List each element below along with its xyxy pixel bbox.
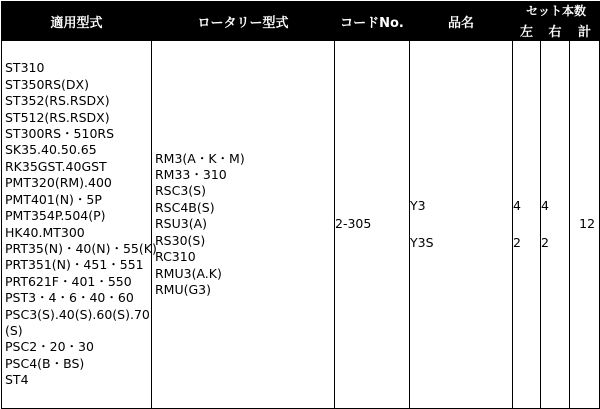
header-rotary-model: ロータリー型式: [152, 2, 335, 41]
parts-table: [1, 1, 600, 409]
applicable-model-item: SK35.40.50.65: [5, 142, 97, 158]
applicable-model-item: PMT354P.504(P): [5, 208, 106, 224]
total-count-cell: 12: [570, 41, 600, 409]
applicable-model-item: PSC3(S).40(S).60(S).70(S): [5, 306, 150, 338]
applicable-model-item: PMT320(RM).400: [5, 175, 112, 191]
rotary-model-item: RM3(A・K・M): [155, 150, 245, 166]
header-product-name: 品名: [410, 2, 513, 41]
applicable-model-item: ST4: [5, 372, 29, 388]
left-count-item: 2: [513, 234, 521, 250]
header-right: 右: [541, 20, 570, 41]
applicable-model-item: ST512(RS.RSDX): [5, 109, 110, 125]
header-total: 計: [570, 20, 600, 41]
table-row: [2, 41, 600, 409]
left-count-item: 4: [513, 198, 521, 214]
applicable-model-item: ST350RS(DX): [5, 76, 89, 92]
rotary-model-item: RSU3(A): [155, 216, 208, 232]
product-name-item: Y3: [410, 198, 426, 214]
code-no-cell: 2-305: [335, 41, 410, 409]
rotary-model-item: RSC4B(S): [155, 199, 215, 215]
rotary-model-item: RS30(S): [155, 232, 206, 248]
applicable-model-item: PRT621F・401・550: [5, 273, 132, 289]
applicable-model-item: ST300RS・510RS: [5, 126, 115, 142]
header-applicable-model: 適用型式: [2, 2, 152, 41]
right-count-cell: [541, 41, 570, 409]
applicable-model-item: RK35GST.40GST: [5, 158, 107, 174]
applicable-model-item: HK40.MT300: [5, 224, 85, 240]
applicable-model-item: PMT401(N)・5P: [5, 191, 102, 207]
header-set-count: セット本数: [513, 2, 600, 20]
header-code-no: コードNo.: [335, 2, 410, 41]
product-name-item: Y3S: [410, 234, 434, 250]
applicable-model-item: ST352(RS.RSDX): [5, 93, 110, 109]
rotary-model-item: RMU(G3): [155, 281, 212, 297]
right-count-item: 2: [541, 234, 549, 250]
applicable-model-item: PSC2・20・30: [5, 339, 94, 355]
product-name-cell: [410, 41, 513, 409]
applicable-model-item: ST310: [5, 60, 45, 76]
rotary-model-item: RMU3(A.K): [155, 265, 222, 281]
rotary-models-cell: [152, 41, 335, 409]
left-count-cell: [513, 41, 541, 409]
rotary-model-item: RSC3(S): [155, 183, 206, 199]
rotary-model-item: RM33・310: [155, 167, 227, 183]
applicable-models-cell: [2, 41, 157, 409]
applicable-model-item: PRT351(N)・451・551: [5, 257, 144, 273]
applicable-model-item: PRT35(N)・40(N)・55(K): [5, 240, 157, 256]
applicable-model-item: PST3・4・6・40・60: [5, 290, 134, 306]
rotary-model-item: RC310: [155, 249, 196, 265]
right-count-item: 4: [541, 198, 549, 214]
applicable-model-item: PSC4(B・BS): [5, 355, 85, 371]
header-left: 左: [513, 20, 541, 41]
